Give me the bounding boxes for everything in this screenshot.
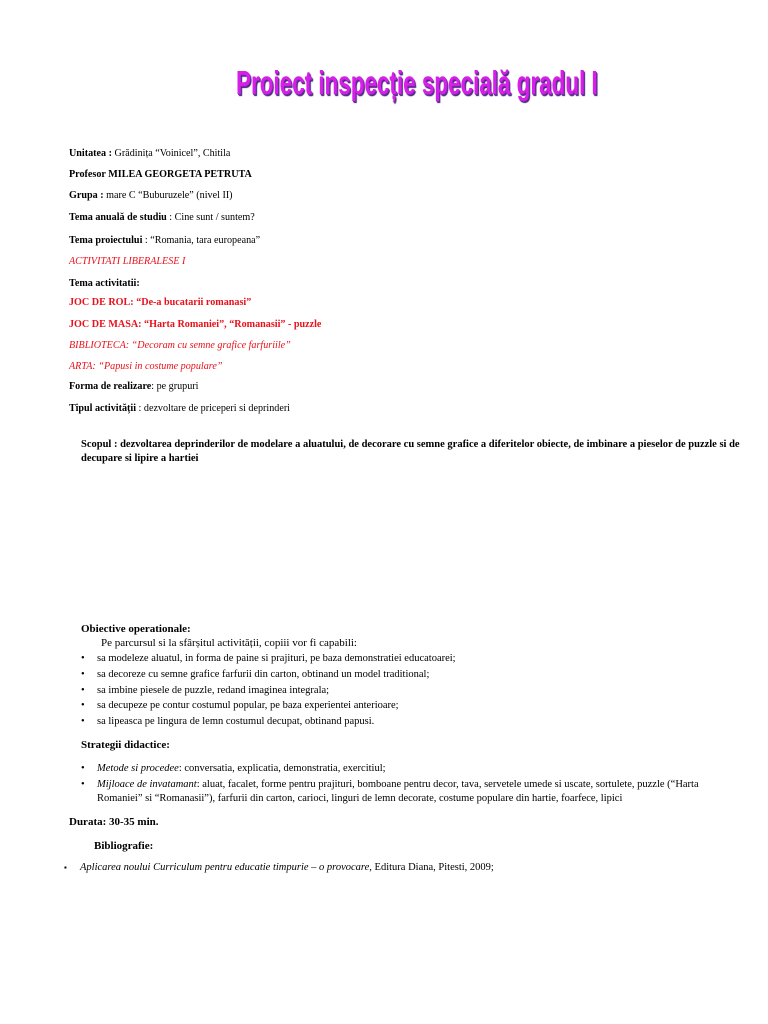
obiectiv-item: [81, 685, 329, 696]
forma-line: [69, 380, 198, 392]
bibliografie-title-text: Aplicarea noului Curriculum pentru educatie timpurie – o provocare: [80, 862, 370, 873]
bullet-icon: •: [81, 779, 85, 790]
square-bullet-icon: ▪: [64, 863, 67, 872]
profesor-label: Profesor: [69, 168, 106, 180]
bullet-icon: •: [81, 716, 85, 727]
tipul-value: : dezvoltare de priceperi si deprinderi: [136, 402, 291, 414]
bibliografie-item: [64, 862, 494, 873]
tema-proiect-label: Tema proiectului: [69, 234, 143, 246]
metode-value: : conversatia, explicatia, demonstratia, exercitiul;: [178, 763, 386, 774]
durata-line: Durata: 30-35 min.: [69, 816, 159, 828]
tema-activitatii-heading: Tema activitatii:: [69, 277, 140, 289]
strategie-metode: [81, 762, 711, 776]
profesor-value: MILEA GEORGETA PETRUTA: [105, 168, 252, 180]
forma-label: Forma de realizare: [69, 380, 152, 392]
bibliografie-heading: Bibliografie:: [94, 840, 154, 852]
obiectiv-text: sa modeleze aluatul, in forma de paine si prajituri, pe baza demonstratiei educatoarei;: [97, 653, 456, 664]
obiectiv-item: [81, 700, 399, 711]
obiectiv-text: sa decupeze pe contur costumul popular, pe baza experientei anterioare;: [97, 700, 399, 711]
bullet-icon: •: [81, 685, 85, 696]
joc-rol-line: [69, 296, 251, 308]
profesor-line: [69, 168, 252, 180]
tipul-label: Tipul activității: [69, 402, 137, 414]
unitatea-value: Grădinița “Voinicel”, Chitila: [112, 147, 231, 159]
bullet-icon: •: [81, 669, 85, 680]
bullet-icon: •: [81, 653, 85, 664]
unitatea-line: [69, 147, 230, 159]
document-title: Proiect inspecție specială gradul I: [236, 64, 598, 101]
bibliografie-publisher-text: , Editura Diana, Pitesti, 2009;: [369, 862, 494, 873]
obiective-heading: Obiective operationale:: [81, 623, 191, 635]
bullet-icon: •: [81, 700, 85, 711]
obiectiv-item: [81, 716, 374, 727]
metode-label: Metode si procedee: [97, 763, 179, 774]
joc-masa-line: [69, 318, 321, 330]
biblioteca-line: BIBLIOTECA: “Decoram cu semne grafice farfuriile”: [69, 339, 291, 351]
obiectiv-text: sa imbine piesele de puzzle, redand imaginea integrala;: [97, 685, 330, 696]
obiectiv-item: [81, 653, 456, 664]
obiectiv-text: sa decoreze cu semne grafice farfurii din carton, obtinand un model traditional;: [97, 669, 430, 680]
grupa-value: mare C “Buburuzele” (nivel II): [103, 189, 233, 201]
tema-anuala-value: : Cine sunt / suntem?: [166, 211, 255, 223]
obiectiv-item: [81, 669, 429, 680]
strategie-mijloace: [81, 778, 711, 806]
arta-line: ARTA: “Papusi in costume populare”: [69, 360, 223, 372]
obiective-intro: Pe parcursul si la sfârșitul activității, copiii vor fi capabili:: [101, 637, 357, 649]
joc-rol-label: JOC DE ROL: [69, 296, 131, 308]
forma-value: : pe grupuri: [151, 380, 199, 392]
scopul-paragraph: Scopul : dezvoltarea deprinderilor de modelare a aluatului, de decorare cu semne grafice a diferitelor obiecte, de imbinare a pieselor de puzzle si de decupare si lipire a hartiei: [81, 439, 740, 464]
tema-proiect-value: : “Romania, tara europeana”: [142, 234, 261, 246]
mijloace-label: Mijloace de invatamant: [97, 779, 197, 790]
joc-masa-value: : “Harta Romaniei”, “Romanasii” - puzzle: [138, 318, 322, 330]
activitati-heading: ACTIVITATI LIBERALESE I: [69, 255, 186, 267]
obiectiv-text: sa lipeasca pe lingura de lemn costumul decupat, obtinand papusi.: [97, 716, 375, 727]
tema-anuala-label: Tema anuală de studiu: [69, 211, 167, 223]
grupa-line: [69, 189, 233, 201]
strategii-heading: Strategii didactice:: [81, 739, 170, 751]
tema-anuala-line: [69, 211, 255, 223]
grupa-label: Grupa :: [69, 189, 104, 201]
tipul-line: [69, 402, 290, 414]
joc-rol-value: : “De-a bucatarii romanasi”: [130, 296, 252, 308]
bullet-icon: •: [81, 763, 85, 774]
unitatea-label: Unitatea :: [69, 147, 113, 159]
joc-masa-label: JOC DE MASA: [69, 318, 139, 330]
mijloace-value: : aluat, facalet, forme pentru prajituri, bomboane pentru decor, tava, servetele umede si uscate, sortulete, puzzle (“Harta Romaniei” si “Romanasii”), farfurii din carton, carioci, linguri de lemn decorate, costume populare din hartie, foarfece, lipici: [97, 779, 699, 804]
tema-proiect-line: [69, 234, 260, 246]
